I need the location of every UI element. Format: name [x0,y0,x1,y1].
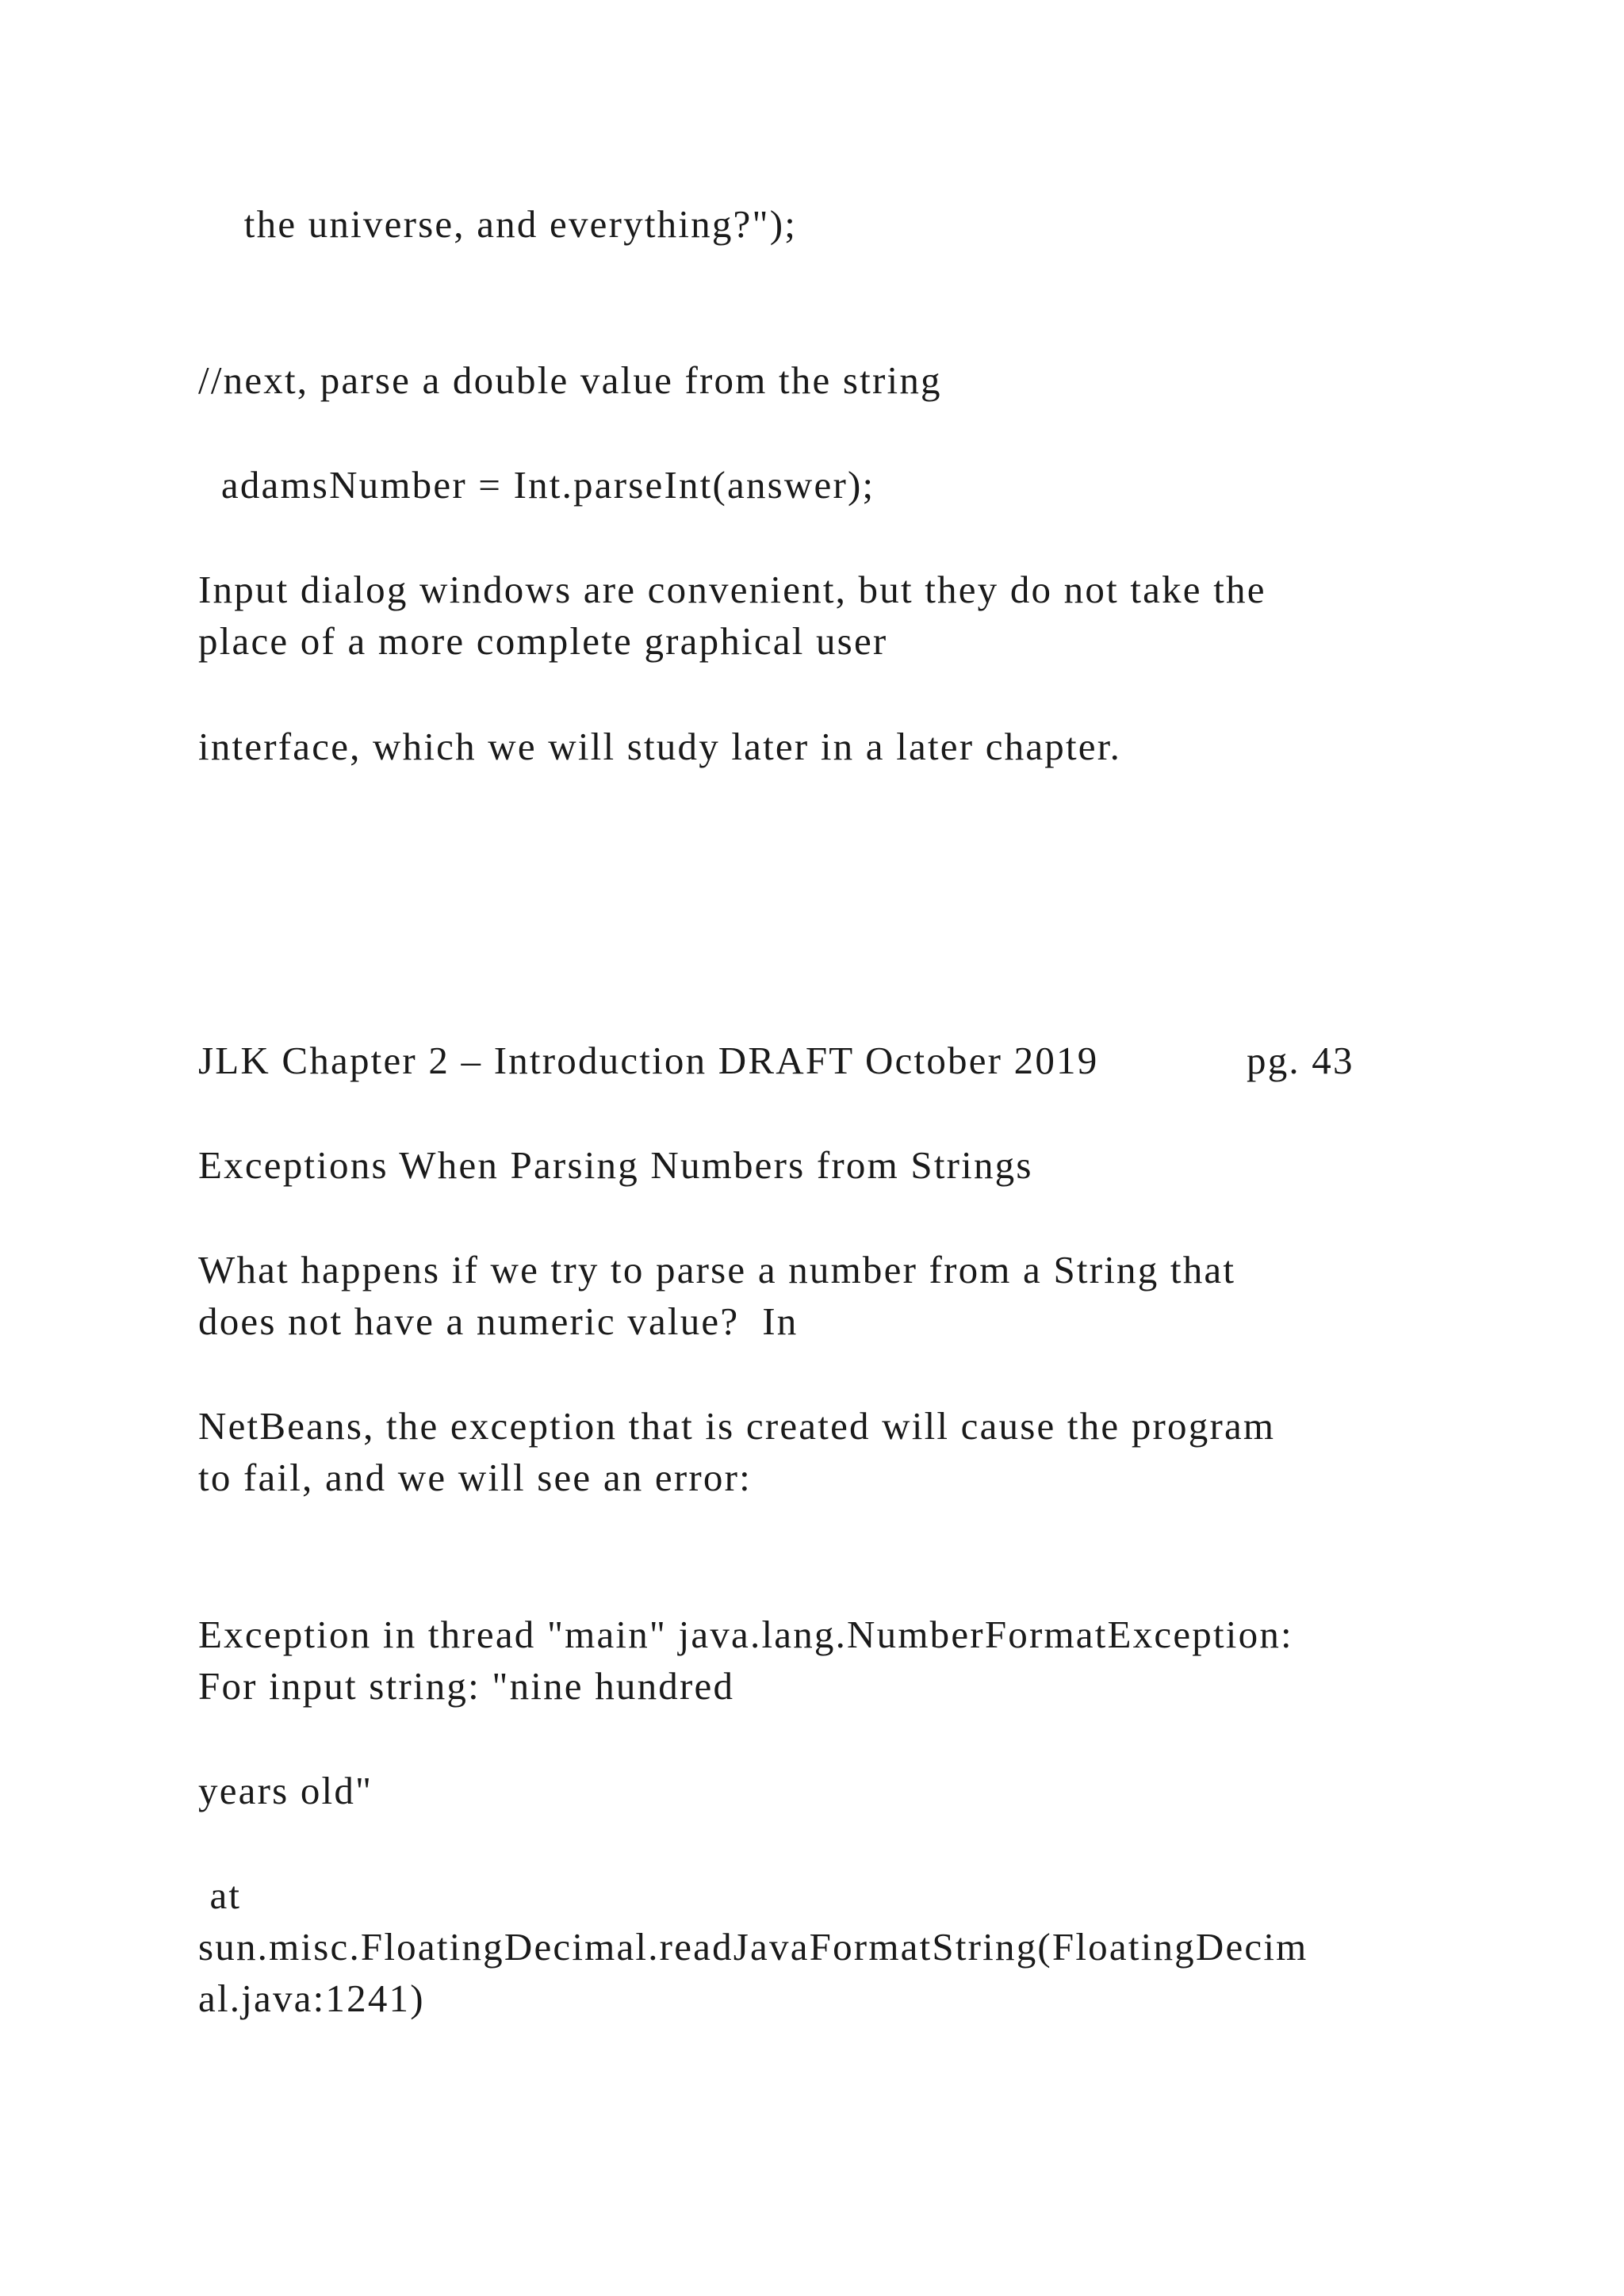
paragraph-1-line-2: place of a more complete graphical user [198,619,888,663]
error-output-line-2: For input string: "nine hundred [198,1664,735,1708]
code-comment: //next, parse a double value from the string [198,358,942,402]
error-output-line-4: at [198,1873,242,1917]
paragraph-1-line-3: interface, which we will study later in a later chapter. [198,725,1122,768]
paragraph-2-line-2: does not have a numeric value? In [198,1299,799,1343]
running-header: JLK Chapter 2 – Introduction DRAFT October 2019 [198,1039,1099,1082]
paragraph-1-line-1: Input dialog windows are convenient, but they do not take the [198,568,1266,611]
paragraph-3-line-1: NetBeans, the exception that is created will cause the program [198,1404,1276,1448]
section-heading: Exceptions When Parsing Numbers from Strings [198,1143,1033,1187]
paragraph-2-line-1: What happens if we try to parse a number from a String that [198,1248,1236,1292]
code-line-string-end: the universe, and everything?"); [198,202,798,246]
error-output-line-6: al.java:1241) [198,1976,425,2020]
error-output-line-1: Exception in thread "main" java.lang.NumberFormatException: [198,1613,1293,1656]
error-output-line-3: years old" [198,1769,373,1812]
page-number: pg. 43 [1247,1039,1354,1082]
error-output-line-5: sun.misc.FloatingDecimal.readJavaFormatString(FloatingDecim [198,1925,1308,1969]
paragraph-3-line-2: to fail, and we will see an error: [198,1456,752,1499]
code-line-assignment: adamsNumber = Int.parseInt(answer); [198,463,875,507]
